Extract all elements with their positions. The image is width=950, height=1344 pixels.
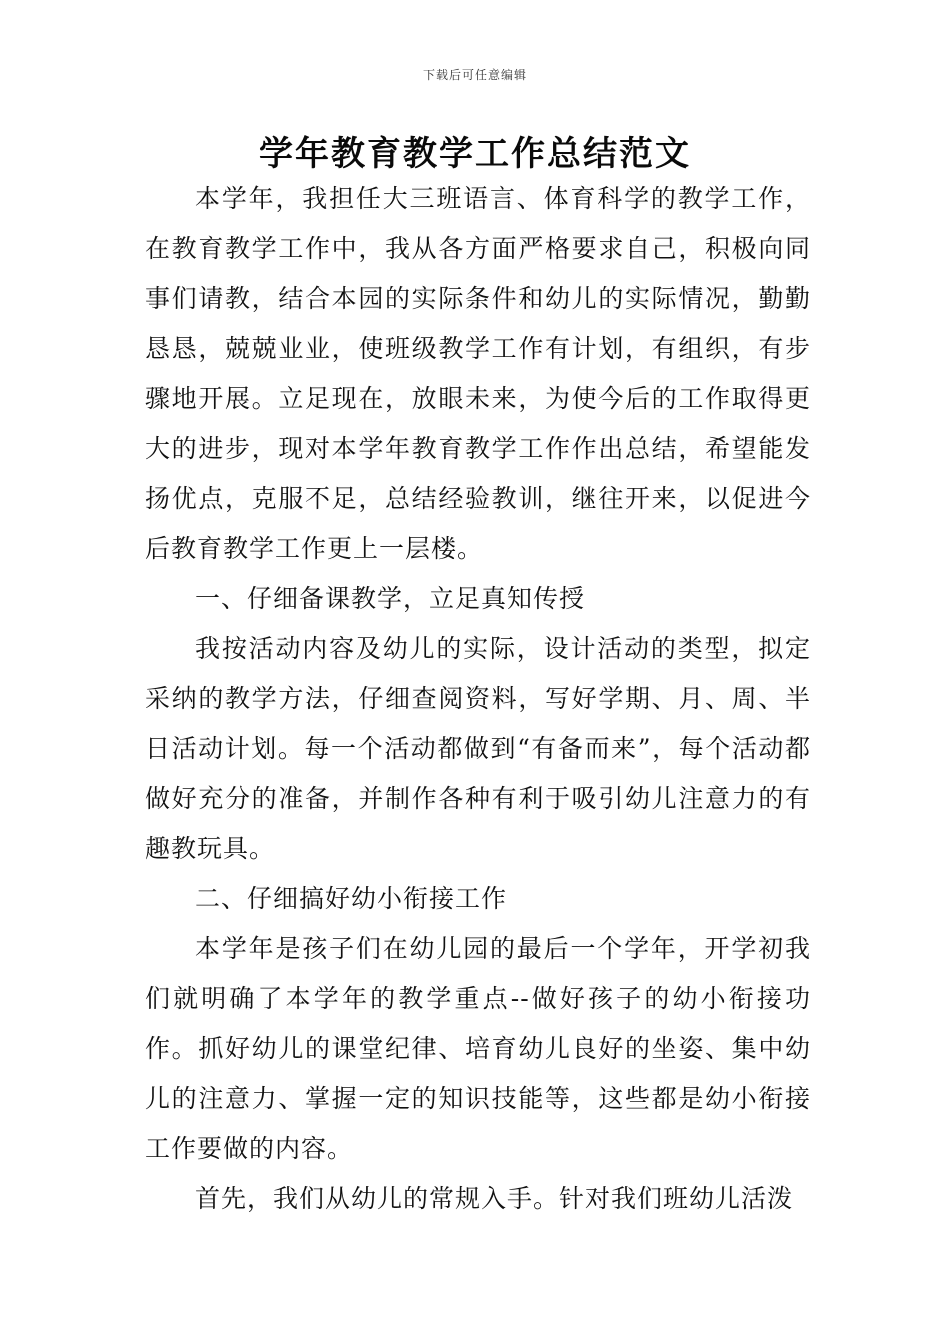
document-body	[145, 174, 811, 1224]
section-heading-1: 一、仔细备课教学，立足真知传授	[195, 584, 586, 613]
header-note: 下载后可任意编辑	[422, 68, 527, 82]
section-heading-2: 二、仔细搞好幼小衔接工作	[195, 884, 508, 913]
paragraph-section-2-continued: 首先，我们从幼儿的常规入手。针对我们班幼儿活泼	[195, 1184, 794, 1213]
paragraph-intro: 本学年，我担任大三班语言、体育科学的教学工作，在教育教学工作中，我从各方面严格要求自己，积极向同事们请教，结合本园的实际条件和幼儿的实际情况，勤勤恳恳，兢兢业业，使班级教学工作有计划，有组织，有步骤地开展。立足现在，放眼未来，为使今后的工作取得更大的进步，现对本学年教育教学工作作出总结，希望能发扬优点，克服不足，总结经验教训，继往开来，以促进今后教育教学工作更上一层楼。	[145, 184, 811, 563]
paragraph-section-2: 本学年是孩子们在幼儿园的最后一个学年，开学初我们就明确了本学年的教学重点--做好孩子的幼小衔接功作。抓好幼儿的课堂纪律、培育幼儿良好的坐姿、集中幼儿的注意力、掌握一定的知识技能等，这些都是幼小衔接工作要做的内容。	[145, 934, 811, 1163]
document-title: 学年教育教学工作总结范文	[259, 134, 691, 174]
paragraph-section-1: 我按活动内容及幼儿的实际，设计活动的类型，拟定采纳的教学方法，仔细查阅资料，写好学期、月、周、半日活动计划。每一个活动都做到“有备而来”，每个活动都做好充分的准备，并制作各种有利于吸引幼儿注意力的有趣教玩具。	[145, 634, 811, 863]
